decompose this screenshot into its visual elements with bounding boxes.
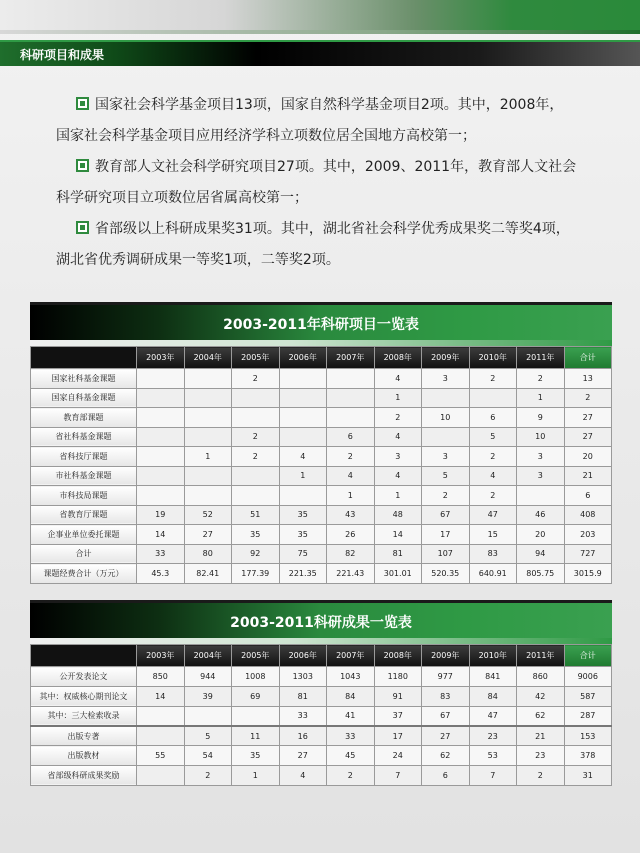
table-cell: 62 (422, 746, 470, 766)
table-cell: 35 (279, 525, 327, 545)
table-cell: 27 (422, 726, 470, 746)
table-cell: 860 (517, 667, 565, 687)
table-cell (137, 726, 185, 746)
table-cell: 5 (184, 726, 232, 746)
table-cell: 45.3 (137, 564, 185, 584)
table-cell: 14 (374, 525, 422, 545)
column-header: 2007年 (327, 645, 375, 667)
square-bullet-icon (76, 221, 89, 234)
table-cell: 16 (279, 726, 327, 746)
table-cell: 81 (279, 686, 327, 706)
table-header-row (31, 347, 612, 369)
table-cell: 42 (517, 686, 565, 706)
table-cell: 1 (327, 486, 375, 506)
table-cell: 221.35 (279, 564, 327, 584)
table-cell: 35 (232, 525, 280, 545)
row-label: 课题经费合计（万元） (31, 564, 137, 584)
table-row (31, 667, 612, 687)
table-row (31, 706, 612, 726)
table-cell: 43 (327, 505, 375, 525)
row-label: 合计 (31, 544, 137, 564)
table-cell (184, 408, 232, 428)
table-header-row (31, 645, 612, 667)
table-cell (327, 369, 375, 389)
table-cell: 3 (517, 466, 565, 486)
table-cell: 35 (279, 505, 327, 525)
table-cell: 27 (184, 525, 232, 545)
corner-cell (31, 645, 137, 667)
total-cell: 287 (564, 706, 612, 726)
table-cell: 10 (422, 408, 470, 428)
column-header: 2004年 (184, 645, 232, 667)
row-label: 教育部课题 (31, 408, 137, 428)
table-row (31, 408, 612, 428)
table-cell: 520.35 (422, 564, 470, 584)
intro-text (56, 90, 596, 276)
total-cell: 20 (564, 447, 612, 467)
total-cell: 153 (564, 726, 612, 746)
table-cell: 52 (184, 505, 232, 525)
row-label: 公开发表论文 (31, 667, 137, 687)
table-cell: 33 (327, 726, 375, 746)
table-cell (422, 427, 470, 447)
table-row (31, 544, 612, 564)
column-header: 2010年 (469, 645, 517, 667)
table-cell (137, 486, 185, 506)
table-cell: 75 (279, 544, 327, 564)
table-cell: 69 (232, 686, 280, 706)
table-cell (279, 388, 327, 408)
table-cell: 83 (422, 686, 470, 706)
table-cell: 27 (279, 746, 327, 766)
table-cell: 1043 (327, 667, 375, 687)
table-row (31, 447, 612, 467)
table-cell: 19 (137, 505, 185, 525)
top-banner (0, 0, 640, 34)
table-cell (232, 408, 280, 428)
table-cell: 47 (469, 505, 517, 525)
table-cell: 2 (469, 447, 517, 467)
table-cell: 640.91 (469, 564, 517, 584)
table-cell: 17 (422, 525, 470, 545)
table-cell (137, 369, 185, 389)
column-header-total: 合计 (564, 645, 612, 667)
table-cell: 91 (374, 686, 422, 706)
table-cell (137, 408, 185, 428)
total-cell: 27 (564, 408, 612, 428)
table-cell: 2 (469, 369, 517, 389)
table-cell (279, 486, 327, 506)
table-cell (137, 466, 185, 486)
table-row (31, 505, 612, 525)
table-cell: 2 (232, 427, 280, 447)
table-cell: 5 (422, 466, 470, 486)
table-cell: 33 (279, 706, 327, 726)
intro-paragraph-1-cont: 国家社会科学基金项目应用经济学科立项数位居全国地方高校第一； (56, 128, 476, 144)
table-cell: 84 (469, 686, 517, 706)
table-cell (517, 486, 565, 506)
table-cell: 20 (517, 525, 565, 545)
section-header-bar (0, 40, 640, 66)
table-cell: 67 (422, 505, 470, 525)
table-cell: 2 (232, 369, 280, 389)
table-cell: 177.39 (232, 564, 280, 584)
row-label: 国家社科基金课题 (31, 369, 137, 389)
table-row (31, 427, 612, 447)
table-cell (184, 706, 232, 726)
table-cell: 3 (374, 447, 422, 467)
table-cell: 2 (517, 765, 565, 785)
total-cell: 6 (564, 486, 612, 506)
table-cell (327, 388, 375, 408)
total-cell: 203 (564, 525, 612, 545)
table-title: 2003-2011年科研项目一览表 (223, 317, 419, 333)
intro-paragraph-3-cont: 湖北省优秀调研成果一等奖1项，二等奖2项。 (56, 252, 340, 268)
table-cell: 3 (422, 369, 470, 389)
table-cell: 37 (374, 706, 422, 726)
row-label: 省科技厅课题 (31, 447, 137, 467)
table-row (31, 564, 612, 584)
table-cell: 3 (422, 447, 470, 467)
table-cell: 301.01 (374, 564, 422, 584)
table-cell (422, 388, 470, 408)
table-cell: 4 (279, 447, 327, 467)
table-row (31, 388, 612, 408)
table-cell (469, 388, 517, 408)
table-row (31, 746, 612, 766)
column-header: 2009年 (422, 645, 470, 667)
table-cell: 39 (184, 686, 232, 706)
table-cell (232, 388, 280, 408)
table-cell: 80 (184, 544, 232, 564)
column-header: 2004年 (184, 347, 232, 369)
intro-paragraph-2: 教育部人文社会科学研究项目27项。其中，2009、2011年，教育部人文社会 (56, 152, 596, 183)
total-cell: 408 (564, 505, 612, 525)
table-cell: 1 (232, 765, 280, 785)
table-cell: 48 (374, 505, 422, 525)
column-header: 2008年 (374, 645, 422, 667)
table-cell (137, 765, 185, 785)
research-projects-panel (30, 302, 612, 584)
table-cell (279, 369, 327, 389)
row-label: 市社科基金课题 (31, 466, 137, 486)
table-title: 2003-2011科研成果一览表 (230, 615, 412, 631)
table-cell (137, 388, 185, 408)
square-bullet-icon (76, 97, 89, 110)
table-cell: 1 (374, 388, 422, 408)
table-cell: 6 (469, 408, 517, 428)
table-row (31, 369, 612, 389)
table-cell: 35 (232, 746, 280, 766)
column-header: 2007年 (327, 347, 375, 369)
table-cell: 1008 (232, 667, 280, 687)
table-cell: 1 (374, 486, 422, 506)
row-label: 出版专著 (31, 726, 137, 746)
total-cell: 31 (564, 765, 612, 785)
table-cell: 1180 (374, 667, 422, 687)
table-cell: 51 (232, 505, 280, 525)
column-header: 2010年 (469, 347, 517, 369)
table-cell: 84 (327, 686, 375, 706)
research-results-panel (30, 600, 612, 786)
table-cell: 841 (469, 667, 517, 687)
column-header: 2008年 (374, 347, 422, 369)
table-cell: 83 (469, 544, 517, 564)
table-cell (232, 706, 280, 726)
research-results-table (30, 644, 612, 786)
table-row (31, 525, 612, 545)
table-cell (184, 486, 232, 506)
table-cell: 2 (232, 447, 280, 467)
intro-paragraph-2-cont: 科学研究项目立项数位居省属高校第一； (56, 190, 308, 206)
table-cell: 46 (517, 505, 565, 525)
table-cell: 4 (469, 466, 517, 486)
table-cell: 26 (327, 525, 375, 545)
table-cell (184, 466, 232, 486)
row-label: 市科技局课题 (31, 486, 137, 506)
table-cell (137, 447, 185, 467)
table-cell: 3 (517, 447, 565, 467)
table-cell: 23 (469, 726, 517, 746)
table-cell: 1 (517, 388, 565, 408)
table-cell (232, 486, 280, 506)
table-cell: 21 (517, 726, 565, 746)
table-cell: 9 (517, 408, 565, 428)
total-cell: 27 (564, 427, 612, 447)
column-header: 2006年 (279, 347, 327, 369)
table-cell: 15 (469, 525, 517, 545)
table-cell: 107 (422, 544, 470, 564)
column-header: 2011年 (517, 347, 565, 369)
table-cell: 944 (184, 667, 232, 687)
table-title-bar (30, 302, 612, 340)
table-cell (327, 408, 375, 428)
table-row (31, 486, 612, 506)
table-cell: 10 (517, 427, 565, 447)
table-cell: 4 (374, 427, 422, 447)
table-cell: 82 (327, 544, 375, 564)
table-cell: 2 (327, 765, 375, 785)
total-cell: 21 (564, 466, 612, 486)
table-cell (184, 388, 232, 408)
table-cell: 4 (374, 466, 422, 486)
column-header: 2005年 (232, 645, 280, 667)
total-cell: 3015.9 (564, 564, 612, 584)
table-cell (232, 466, 280, 486)
row-label: 企事业单位委托课题 (31, 525, 137, 545)
table-cell: 2 (517, 369, 565, 389)
table-cell: 67 (422, 706, 470, 726)
column-header: 2003年 (137, 645, 185, 667)
total-cell: 13 (564, 369, 612, 389)
column-header: 2006年 (279, 645, 327, 667)
intro-paragraph-1: 国家社会科学基金项目13项，国家自然科学基金项目2项。其中，2008年， (56, 90, 596, 121)
table-cell: 2 (374, 408, 422, 428)
table-cell: 14 (137, 686, 185, 706)
table-row (31, 726, 612, 746)
table-title-bar (30, 600, 612, 638)
total-cell: 587 (564, 686, 612, 706)
row-label: 国家自科基金课题 (31, 388, 137, 408)
table-cell: 55 (137, 746, 185, 766)
total-cell: 378 (564, 746, 612, 766)
table-cell: 2 (469, 486, 517, 506)
table-cell: 7 (469, 765, 517, 785)
corner-cell (31, 347, 137, 369)
table-cell: 221.43 (327, 564, 375, 584)
table-row (31, 765, 612, 785)
table-cell: 2 (184, 765, 232, 785)
table-cell: 4 (327, 466, 375, 486)
table-cell: 45 (327, 746, 375, 766)
table-cell: 805.75 (517, 564, 565, 584)
table-cell (279, 427, 327, 447)
row-label: 其中：权威核心期刊论文 (31, 686, 137, 706)
table-cell (137, 427, 185, 447)
table-cell (279, 408, 327, 428)
column-header: 2011年 (517, 645, 565, 667)
table-cell: 11 (232, 726, 280, 746)
row-label: 省社科基金课题 (31, 427, 137, 447)
column-header: 2009年 (422, 347, 470, 369)
table-cell: 977 (422, 667, 470, 687)
square-bullet-icon (76, 159, 89, 172)
table-row (31, 466, 612, 486)
research-projects-table (30, 346, 612, 584)
table-cell: 24 (374, 746, 422, 766)
table-cell: 41 (327, 706, 375, 726)
table-cell: 2 (327, 447, 375, 467)
table-cell: 4 (374, 369, 422, 389)
table-cell: 5 (469, 427, 517, 447)
table-cell: 4 (279, 765, 327, 785)
table-cell: 33 (137, 544, 185, 564)
table-cell: 7 (374, 765, 422, 785)
table-cell: 47 (469, 706, 517, 726)
table-cell: 1303 (279, 667, 327, 687)
total-cell: 2 (564, 388, 612, 408)
column-header: 2005年 (232, 347, 280, 369)
table-cell: 1 (279, 466, 327, 486)
table-cell: 1 (184, 447, 232, 467)
total-cell: 727 (564, 544, 612, 564)
section-title: 科研项目和成果 (20, 48, 105, 62)
intro-paragraph-3: 省部级以上科研成果奖31项。其中，湖北省社会科学优秀成果奖二等奖4项， (56, 214, 596, 245)
table-cell: 82.41 (184, 564, 232, 584)
table-cell: 54 (184, 746, 232, 766)
table-cell: 23 (517, 746, 565, 766)
table-cell: 62 (517, 706, 565, 726)
table-cell: 6 (327, 427, 375, 447)
table-cell: 17 (374, 726, 422, 746)
table-cell: 53 (469, 746, 517, 766)
table-cell (184, 427, 232, 447)
total-cell: 9006 (564, 667, 612, 687)
row-label: 省部级科研成果奖励 (31, 765, 137, 785)
table-cell: 94 (517, 544, 565, 564)
table-row (31, 686, 612, 706)
row-label: 其中：三大检索收录 (31, 706, 137, 726)
table-cell (137, 706, 185, 726)
table-cell: 81 (374, 544, 422, 564)
row-label: 出版教材 (31, 746, 137, 766)
table-cell: 92 (232, 544, 280, 564)
table-cell: 14 (137, 525, 185, 545)
table-cell: 850 (137, 667, 185, 687)
table-cell: 2 (422, 486, 470, 506)
row-label: 省教育厅课题 (31, 505, 137, 525)
table-cell: 6 (422, 765, 470, 785)
table-cell (184, 369, 232, 389)
column-header-total: 合计 (564, 347, 612, 369)
column-header: 2003年 (137, 347, 185, 369)
